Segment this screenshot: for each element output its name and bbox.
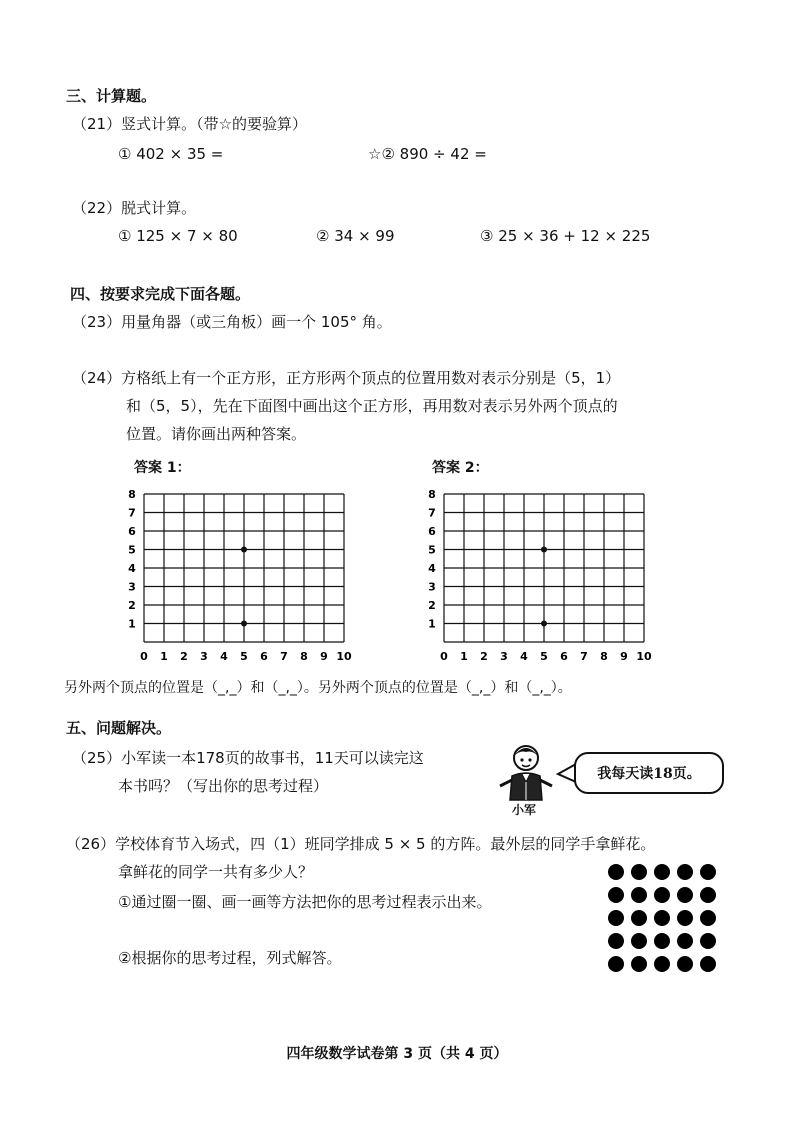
formation-dot — [631, 956, 647, 972]
vertex-point — [541, 547, 547, 553]
x-tick-label: 3 — [200, 650, 208, 663]
answer1-label: 答案 1： — [134, 460, 191, 476]
vertex-point — [241, 621, 247, 627]
x-tick-label: 0 — [140, 650, 148, 663]
q22-item-b: ② 34 × 99 — [316, 227, 395, 245]
formation-dot — [677, 887, 693, 903]
q24-line1: （24）方格纸上有一个正方形，正方形两个顶点的位置用数对表示分别是（5，1） — [72, 369, 621, 387]
y-tick-label: 1 — [428, 617, 436, 631]
q26-line1: （26）学校体育节入场式，四（1）班同学排成 5 × 5 的方阵。最外层的同学手拿鲜花。 — [66, 835, 656, 853]
y-tick-label: 5 — [428, 543, 436, 557]
x-tick-label: 1 — [460, 650, 468, 663]
y-tick-label: 6 — [128, 525, 136, 538]
y-tick-label: 3 — [428, 580, 436, 594]
q24-line2: 和（5，5），先在下面图中画出这个正方形，再用数对表示另外两个顶点的 — [126, 397, 618, 415]
y-tick-label: 4 — [128, 562, 136, 575]
x-tick-label: 2 — [180, 650, 188, 663]
formation-dot — [677, 864, 693, 880]
x-tick-label: 6 — [560, 650, 568, 663]
q21-item-b: ☆② 890 ÷ 42 = — [368, 145, 487, 163]
q21-label: （21）竖式计算。（带☆的要验算） — [72, 115, 308, 133]
formation-dot — [608, 887, 624, 903]
q26-line2: 拿鲜花的同学一共有多少人？ — [118, 863, 314, 881]
q25-line2: 本书吗？（写出你的思考过程） — [118, 777, 329, 795]
y-tick-label: 5 — [128, 543, 136, 557]
q24-line3: 位置。请你画出两种答案。 — [126, 425, 307, 443]
y-tick-label: 1 — [128, 617, 136, 631]
y-tick-label: 6 — [428, 525, 436, 538]
y-tick-label: 7 — [428, 506, 436, 520]
x-tick-label: 10 — [336, 650, 352, 663]
formation-dot — [677, 910, 693, 926]
answer2-label: 答案 2： — [432, 460, 489, 476]
formation-dot — [654, 933, 670, 949]
x-tick-label: 5 — [240, 650, 248, 663]
vertex-point — [241, 547, 247, 553]
q26-line3: ①通过圈一圈、画一画等方法把你的思考过程表示出来。 — [118, 893, 492, 911]
section4-heading: 四、按要求完成下面各题。 — [70, 285, 251, 303]
answer2-grid[interactable] — [424, 480, 660, 666]
x-tick-label: 4 — [220, 650, 228, 663]
x-tick-label: 5 — [540, 650, 548, 663]
formation-dot — [700, 910, 716, 926]
formation-dot — [700, 956, 716, 972]
formation-dot — [654, 864, 670, 880]
q25-line1: （25）小军读一本178页的故事书，11天可以读完这 — [72, 749, 424, 767]
x-tick-label: 6 — [260, 650, 268, 663]
section5-heading: 五、问题解决。 — [66, 719, 172, 737]
formation-dot — [608, 956, 624, 972]
formation-dot — [608, 864, 624, 880]
x-tick-label: 7 — [580, 650, 588, 663]
q22-item-c: ③ 25 × 36 + 12 × 225 — [480, 227, 651, 245]
x-tick-label: 0 — [440, 650, 448, 663]
section3-heading: 三、计算题。 — [66, 87, 157, 105]
y-tick-label: 4 — [428, 562, 436, 575]
formation-dot — [677, 956, 693, 972]
formation-dot — [631, 933, 647, 949]
q23-text: （23）用量角器（或三角板）画一个 105° 角。 — [72, 313, 392, 331]
formation-dot — [654, 910, 670, 926]
x-tick-label: 1 — [160, 650, 168, 663]
y-tick-label: 3 — [128, 580, 136, 594]
x-tick-label: 3 — [500, 650, 508, 663]
formation-dot — [677, 933, 693, 949]
formation-dot — [608, 933, 624, 949]
x-tick-label: 2 — [480, 650, 488, 663]
speech-bubble-text: 我每天读18页。 — [597, 766, 701, 782]
y-tick-label: 7 — [128, 506, 136, 520]
x-tick-label: 9 — [320, 650, 328, 663]
x-tick-label: 8 — [600, 650, 608, 663]
y-tick-label: 2 — [428, 599, 436, 612]
x-tick-label: 10 — [636, 650, 652, 663]
q22-item-a: ① 125 × 7 × 80 — [118, 227, 238, 245]
x-tick-label: 4 — [520, 650, 528, 663]
q21-item-a: ① 402 × 35 = — [118, 145, 224, 163]
y-tick-label: 2 — [128, 599, 136, 612]
page-footer: 四年级数学试卷第 3 页（共 4 页） — [286, 1046, 508, 1062]
formation-dot — [631, 887, 647, 903]
y-tick-label: 8 — [128, 488, 136, 501]
q26-line4: ②根据你的思考过程，列式解答。 — [118, 949, 342, 967]
formation-dot — [700, 887, 716, 903]
formation-dot — [700, 933, 716, 949]
formation-dot — [608, 910, 624, 926]
formation-dot — [631, 910, 647, 926]
formation-dot — [700, 864, 716, 880]
answer1-grid[interactable] — [124, 480, 360, 666]
character-name: 小军 — [512, 803, 537, 817]
formation-dot — [654, 956, 670, 972]
x-tick-label: 8 — [300, 650, 308, 663]
formation-dot — [654, 887, 670, 903]
formation-dot — [631, 864, 647, 880]
vertex-point — [541, 621, 547, 627]
formation-dot-grid — [604, 860, 724, 978]
speech-bubble — [574, 752, 724, 794]
x-tick-label: 9 — [620, 650, 628, 663]
y-tick-label: 8 — [428, 488, 436, 501]
q24-fill-line: 另外两个顶点的位置是（_,_）和（_,_）。另外两个顶点的位置是（_,_）和（_,_）。 — [64, 680, 572, 696]
boy-illustration — [496, 742, 558, 808]
x-tick-label: 7 — [280, 650, 288, 663]
q22-label: （22）脱式计算。 — [72, 199, 197, 217]
